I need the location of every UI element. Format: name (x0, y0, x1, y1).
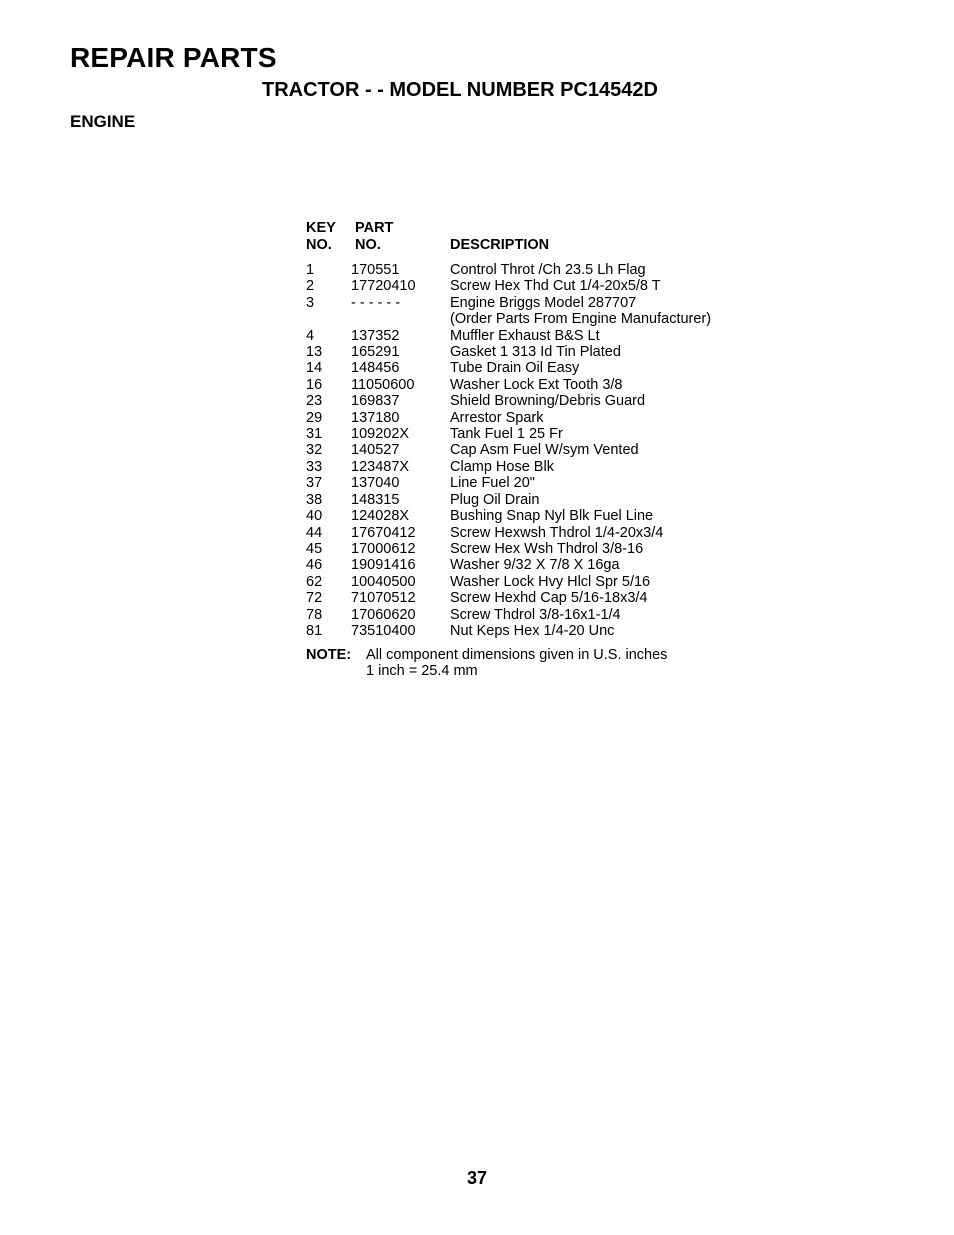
key-number: 37 (306, 475, 323, 492)
description-line: Screw Thdrol 3/8-16x1-1/4 (450, 606, 621, 623)
part-number: 170551 (351, 262, 400, 278)
table-row (306, 623, 786, 639)
table-row (306, 574, 786, 590)
table-row (306, 360, 786, 376)
part-number: 123487X (351, 458, 410, 475)
parts-list-header (306, 220, 786, 254)
table-row (306, 525, 786, 541)
description-line: Cap Asm Fuel W/sym Vented (450, 442, 639, 459)
table-row (306, 344, 786, 360)
part-description (450, 475, 786, 491)
description-line: Washer Lock Hvy Hlcl Spr 5/16 (450, 573, 651, 590)
note-line-1: All component dimensions given in U.S. inches (366, 647, 668, 664)
note-label: NOTE: (306, 647, 352, 664)
header-description: DESCRIPTION (450, 237, 550, 253)
part-number: 124028X (351, 508, 410, 525)
part-number: 71070512 (351, 590, 416, 607)
table-row (306, 426, 786, 442)
key-number: 2 (306, 278, 315, 295)
part-number: 148315 (351, 491, 400, 508)
part-number: 10040500 (351, 573, 416, 590)
description-line: Screw Hex Thd Cut 1/4-20x5/8 T (450, 278, 661, 295)
key-number: 46 (306, 557, 323, 574)
header-part-line1: PART (355, 220, 394, 236)
description-line: Screw Hexhd Cap 5/16-18x3/4 (450, 590, 648, 607)
part-number: 137352 (351, 327, 400, 344)
part-number: 140527 (351, 442, 400, 459)
header-key-line1: KEY (306, 220, 336, 236)
table-row (306, 508, 786, 524)
part-number: 11050600 (351, 376, 415, 393)
part-number: 137180 (351, 409, 400, 426)
key-number: 32 (306, 442, 323, 459)
table-row (306, 475, 786, 491)
description-line: Engine Briggs Model 287707 (450, 294, 637, 311)
key-number: 40 (306, 508, 323, 525)
table-row (306, 459, 786, 475)
part-description (450, 426, 786, 442)
key-number: 78 (306, 606, 323, 623)
key-number: 1 (306, 262, 315, 278)
parts-list (306, 220, 786, 679)
header-part-line2: NO. (355, 237, 381, 253)
part-description (450, 508, 786, 524)
key-number: 62 (306, 573, 323, 590)
part-number: 109202X (351, 426, 410, 443)
table-row (306, 541, 786, 557)
description-line: Nut Keps Hex 1/4-20 Unc (450, 622, 615, 639)
description-line: Line Fuel 20" (450, 475, 535, 492)
header-key-line2: NO. (306, 237, 332, 253)
description-line: Control Throt /Ch 23.5 Lh Flag (450, 262, 646, 278)
note-line-2: 1 inch = 25.4 mm (366, 662, 478, 679)
table-row (306, 278, 786, 294)
part-description (450, 525, 786, 541)
page-number: 37 (466, 1168, 488, 1188)
section-title: ENGINE (70, 112, 136, 131)
key-number: 29 (306, 409, 323, 426)
part-description (450, 541, 786, 557)
part-description (450, 607, 786, 623)
part-number: 169837 (351, 393, 400, 410)
table-row (306, 393, 786, 409)
page-title: REPAIR PARTS (70, 42, 277, 73)
table-row (306, 607, 786, 623)
key-number: 23 (306, 393, 323, 410)
part-description (450, 623, 786, 639)
key-number: 31 (306, 426, 323, 443)
key-number: 72 (306, 590, 323, 607)
key-number: 14 (306, 360, 323, 377)
note-text (366, 648, 786, 679)
description-line: Clamp Hose Blk (450, 458, 554, 475)
table-row (306, 377, 786, 393)
key-number: 44 (306, 524, 323, 541)
part-number: - - - - - - (351, 294, 401, 311)
description-line: Screw Hex Wsh Thdrol 3/8-16 (450, 540, 644, 557)
part-description (450, 377, 786, 393)
table-row (306, 590, 786, 606)
part-description (450, 459, 786, 475)
description-line: Washer Lock Ext Tooth 3/8 (450, 376, 623, 393)
description-line: Shield Browning/Debris Guard (450, 393, 646, 410)
key-number: 45 (306, 540, 323, 557)
part-description (450, 344, 786, 360)
part-number: 165291 (351, 344, 400, 361)
part-number: 148456 (351, 360, 400, 377)
description-line: Arrestor Spark (450, 409, 544, 426)
part-number: 137040 (351, 475, 400, 492)
part-description (450, 442, 786, 458)
part-description (450, 360, 786, 376)
part-number: 17670412 (351, 524, 416, 541)
part-description (450, 492, 786, 508)
key-number: 38 (306, 491, 323, 508)
key-number: 13 (306, 344, 323, 361)
description-line: Screw Hexwsh Thdrol 1/4-20x3/4 (450, 524, 664, 541)
key-number: 16 (306, 376, 323, 393)
description-line: Tank Fuel 1 25 Fr (450, 426, 563, 443)
note (306, 648, 786, 679)
description-line: Washer 9/32 X 7/8 X 16ga (450, 557, 620, 574)
part-number: 17000612 (351, 540, 416, 557)
description-line: (Order Parts From Engine Manufacturer) (450, 311, 712, 328)
table-row (306, 410, 786, 426)
table-row (306, 442, 786, 458)
description-line: Bushing Snap Nyl Blk Fuel Line (450, 508, 654, 525)
part-number: 17060620 (351, 606, 416, 623)
table-row (306, 328, 786, 344)
part-description (450, 574, 786, 590)
part-description (450, 262, 786, 278)
part-description (450, 557, 786, 573)
description-line: Muffler Exhaust B&S Lt (450, 327, 600, 344)
key-number: 4 (306, 327, 315, 344)
part-description (450, 295, 786, 328)
part-description (450, 278, 786, 294)
part-description (450, 328, 786, 344)
part-number: 73510400 (351, 622, 416, 639)
parts-rows (306, 262, 786, 639)
part-description (450, 590, 786, 606)
description-line: Tube Drain Oil Easy (450, 360, 580, 377)
table-row (306, 295, 786, 328)
description-line: Plug Oil Drain (450, 491, 540, 508)
model-title: TRACTOR - - MODEL NUMBER PC14542D (262, 79, 658, 101)
key-number: 3 (306, 294, 315, 311)
part-number: 17720410 (351, 278, 416, 295)
description-line: Gasket 1 313 Id Tin Plated (450, 344, 621, 361)
part-description (450, 393, 786, 409)
key-number: 33 (306, 458, 323, 475)
part-number: 19091416 (351, 557, 416, 574)
table-row (306, 262, 786, 278)
table-row (306, 492, 786, 508)
part-description (450, 410, 786, 426)
table-row (306, 557, 786, 573)
key-number: 81 (306, 622, 323, 639)
